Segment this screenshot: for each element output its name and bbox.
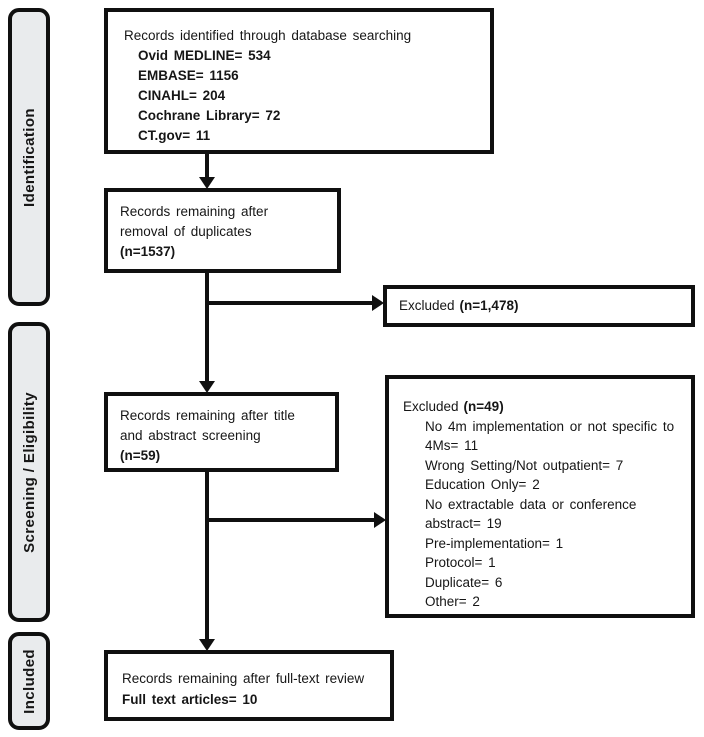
exclusion-reason: abstract= 19 xyxy=(425,516,502,531)
connector-screening-to-fulltext xyxy=(205,470,209,641)
exclusion-reason: Wrong Setting/Not outpatient= 7 xyxy=(425,457,624,473)
records-full-text-review-box xyxy=(104,650,394,721)
exclusion-reason: Protocol= 1 xyxy=(425,555,496,570)
exclusion-reason: Other= 2 xyxy=(425,594,480,609)
full-text-title: Records remaining after full-text review xyxy=(122,671,365,686)
title-abstract-line-1: Records remaining after title xyxy=(120,408,295,423)
duplicates-line-2: removal of duplicates xyxy=(120,224,252,239)
connector-identified-to-duplicates xyxy=(205,152,209,178)
records-after-duplicates-box xyxy=(104,188,341,273)
exclusion-reason: 4Ms= 11 xyxy=(425,438,479,453)
source-count-cinahl: CINAHL= 204 xyxy=(138,88,226,103)
source-count-embase: EMBASE= 1156 xyxy=(138,68,239,83)
source-count-ctgov: CT.gov= 11 xyxy=(138,128,211,143)
stage-label-screening-eligibility-text: Screening / Eligibility xyxy=(20,391,38,553)
connector-branch-to-excluded-duplicates xyxy=(207,301,373,305)
records-identified-title: Records identified through database searching xyxy=(124,28,412,43)
connector-branch-to-excluded-screening xyxy=(207,518,375,522)
exclusion-reasons-list xyxy=(425,417,685,612)
title-abstract-line-2: and abstract screening xyxy=(120,428,261,443)
excluded-after-duplicates-box xyxy=(383,285,695,327)
source-count-ovid-medline: Ovid MEDLINE= 534 xyxy=(138,48,271,63)
stage-label-screening-eligibility xyxy=(8,322,50,622)
exclusion-reason: No 4m implementation or not specific to xyxy=(425,418,675,434)
source-count-cochrane-library: Cochrane Library= 72 xyxy=(138,108,281,123)
excluded-duplicates-count: (n=1,478) xyxy=(459,298,519,313)
excluded-duplicates-label: Excluded xyxy=(399,298,455,313)
stage-label-identification xyxy=(8,8,50,306)
excluded-after-screening-box xyxy=(385,375,695,618)
duplicates-line-1: Records remaining after xyxy=(120,204,269,219)
exclusion-reason: No extractable data or conference xyxy=(425,496,637,512)
exclusion-reason: Pre-implementation= 1 xyxy=(425,535,564,551)
excluded-duplicates-text xyxy=(399,296,518,316)
records-after-title-abstract-box xyxy=(104,392,339,472)
excluded-screening-header xyxy=(403,397,685,417)
exclusion-reason: Duplicate= 6 xyxy=(425,574,503,590)
connector-duplicates-to-screening xyxy=(205,271,209,383)
records-identified-box xyxy=(104,8,494,154)
stage-label-identification-text: Identification xyxy=(20,107,38,207)
excluded-screening-count: (n=49) xyxy=(463,399,504,414)
full-text-count: Full text articles= 10 xyxy=(122,692,258,707)
stage-label-included-text: Included xyxy=(20,648,38,714)
duplicates-count: (n=1537) xyxy=(120,244,176,259)
exclusion-reason: Education Only= 2 xyxy=(425,477,540,492)
stage-label-included xyxy=(8,632,50,730)
title-abstract-count: (n=59) xyxy=(120,448,161,463)
excluded-screening-label: Excluded xyxy=(403,399,459,414)
